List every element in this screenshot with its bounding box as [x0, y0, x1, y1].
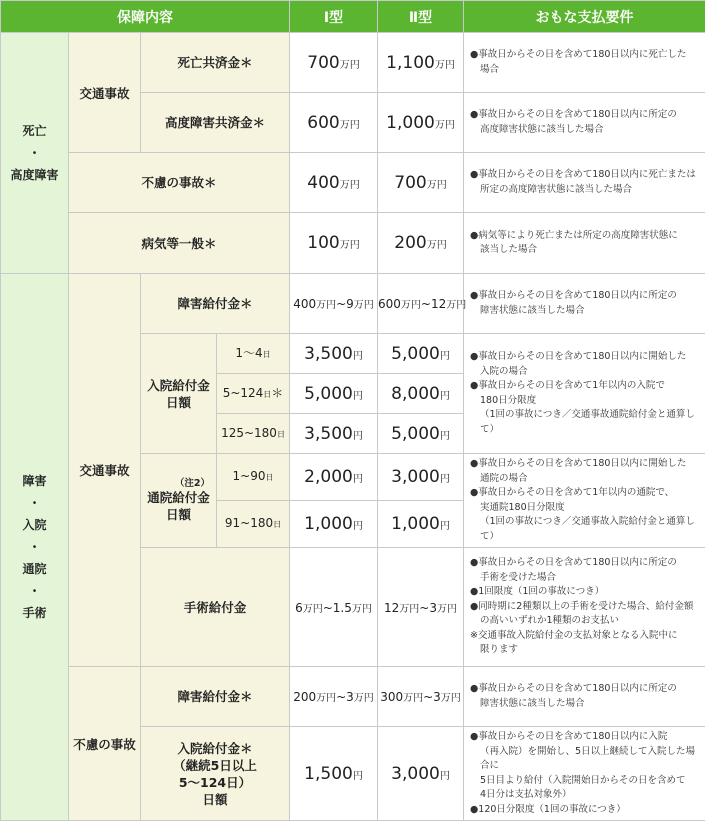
accident-disability-type2: 300万円~3万円	[378, 667, 464, 727]
severe-disability-type2: 1,000万円	[378, 93, 464, 153]
death-benefit-type1: 700万円	[290, 33, 378, 93]
accident-hospital-note: ●事故日からその日を含めて180日以内に入院 （再入院）を開始し、5日以上継続して入院した場合に 5日目より給付（入院開始日からその日を含めて 4日分は支払対象外） ●120日分限度（1回の事故につき）	[464, 727, 705, 821]
death-benefit-type2: 1,100万円	[378, 33, 464, 93]
outpatient-days-1-type2: 3,000円	[378, 454, 464, 501]
outpatient-note: ●事故日からその日を含めて180日以内に開始した 通院の場合 ●事故日からその日を含めて1年以内の通院で、 実通院180日分限度 （1回の事故につき／交通事故入院給付金と通算して）	[464, 454, 705, 548]
hospital-days-2-type1: 5,000円	[290, 374, 378, 414]
outpatient-days-2-type1: 1,000円	[290, 501, 378, 548]
header-coverage: 保障内容	[1, 1, 290, 33]
hospital-days-3: 125~180日	[217, 414, 290, 454]
surgery-label: 手術給付金	[141, 548, 290, 667]
death-illness-label: 病気等一般＊	[69, 213, 290, 274]
hospital-note: ●事故日からその日を含めて180日以内に開始した 入院の場合 ●事故日からその日を含めて1年以内の入院で 180日分限度 （1回の事故につき／交通事故通院給付金と通算して）	[464, 334, 705, 454]
death-illness-type2: 200万円	[378, 213, 464, 274]
hospital-days-1-type1: 3,500円	[290, 334, 378, 374]
accident-hospital-type2: 3,000円	[378, 727, 464, 821]
hospital-daily-label: 入院給付金 日額	[141, 334, 217, 454]
surgery-type2: 12万円~3万円	[378, 548, 464, 667]
outpatient-days-2-type2: 1,000円	[378, 501, 464, 548]
severe-disability-type1: 600万円	[290, 93, 378, 153]
traffic-disability-type1: 400万円~9万円	[290, 274, 378, 334]
table-row	[1, 153, 705, 213]
traffic-disability-type2: 600万円~12万円	[378, 274, 464, 334]
table-row	[1, 274, 705, 334]
header-type2: Ⅱ型	[378, 1, 464, 33]
injury-traffic-label: 交通事故	[69, 274, 141, 667]
death-accident-label: 不慮の事故＊	[69, 153, 290, 213]
outpatient-days-1: 1~90日	[217, 454, 290, 501]
injury-accident-label: 不慮の事故	[69, 667, 141, 821]
accident-disability-note: ●事故日からその日を含めて180日以内に所定の 障害状態に該当した場合	[464, 667, 705, 727]
death-benefit-note: ●事故日からその日を含めて180日以内に死亡した 場合	[464, 33, 705, 93]
severe-disability-note: ●事故日からその日を含めて180日以内に所定の 高度障害状態に該当した場合	[464, 93, 705, 153]
surgery-note: ●事故日からその日を含めて180日以内に所定の 手術を受けた場合 ●1回限度（1回の事故につき） ●同時期に2種類以上の手術を受けた場合、給付金額 の高いいずれか1種類のお支払い ※交通事故入院給付金の支払対象となる入院中に 限ります	[464, 548, 705, 667]
hospital-days-2: 5~124日＊	[217, 374, 290, 414]
death-illness-type1: 100万円	[290, 213, 378, 274]
category-injury: 障害 ・ 入院 ・ 通院 ・ 手術	[1, 274, 69, 821]
header-row	[1, 1, 705, 33]
death-benefit-label: 死亡共済金＊	[141, 33, 290, 93]
table-row	[1, 33, 705, 93]
accident-disability-label: 障害給付金＊	[141, 667, 290, 727]
hospital-days-3-type2: 5,000円	[378, 414, 464, 454]
outpatient-days-1-type1: 2,000円	[290, 454, 378, 501]
category-death: 死亡 ・ 高度障害	[1, 33, 69, 274]
header-requirements: おもな支払要件	[464, 1, 705, 33]
death-traffic-label: 交通事故	[69, 33, 141, 153]
traffic-disability-note: ●事故日からその日を含めて180日以内に所定の 障害状態に該当した場合	[464, 274, 705, 334]
accident-hospital-label: 入院給付金＊ （継続5日以上 5～124日） 日額	[141, 727, 290, 821]
accident-disability-type1: 200万円~3万円	[290, 667, 378, 727]
traffic-disability-label: 障害給付金＊	[141, 274, 290, 334]
death-illness-note: ●病気等により死亡または所定の高度障害状態に 該当した場合	[464, 213, 705, 274]
header-type1: Ⅰ型	[290, 1, 378, 33]
accident-hospital-type1: 1,500円	[290, 727, 378, 821]
table-row	[1, 667, 705, 727]
hospital-days-2-type2: 8,000円	[378, 374, 464, 414]
hospital-days-3-type1: 3,500円	[290, 414, 378, 454]
hospital-days-1-type2: 5,000円	[378, 334, 464, 374]
hospital-days-1: 1～4日	[217, 334, 290, 374]
surgery-type1: 6万円~1.5万円	[290, 548, 378, 667]
severe-disability-label: 高度障害共済金＊	[141, 93, 290, 153]
death-accident-type1: 400万円	[290, 153, 378, 213]
death-accident-type2: 700万円	[378, 153, 464, 213]
outpatient-days-2: 91~180日	[217, 501, 290, 548]
death-accident-note: ●事故日からその日を含めて180日以内に死亡または 所定の高度障害状態に該当した場合	[464, 153, 705, 213]
outpatient-daily-label: （注2） 通院給付金 日額	[141, 454, 217, 548]
table-row	[1, 213, 705, 274]
